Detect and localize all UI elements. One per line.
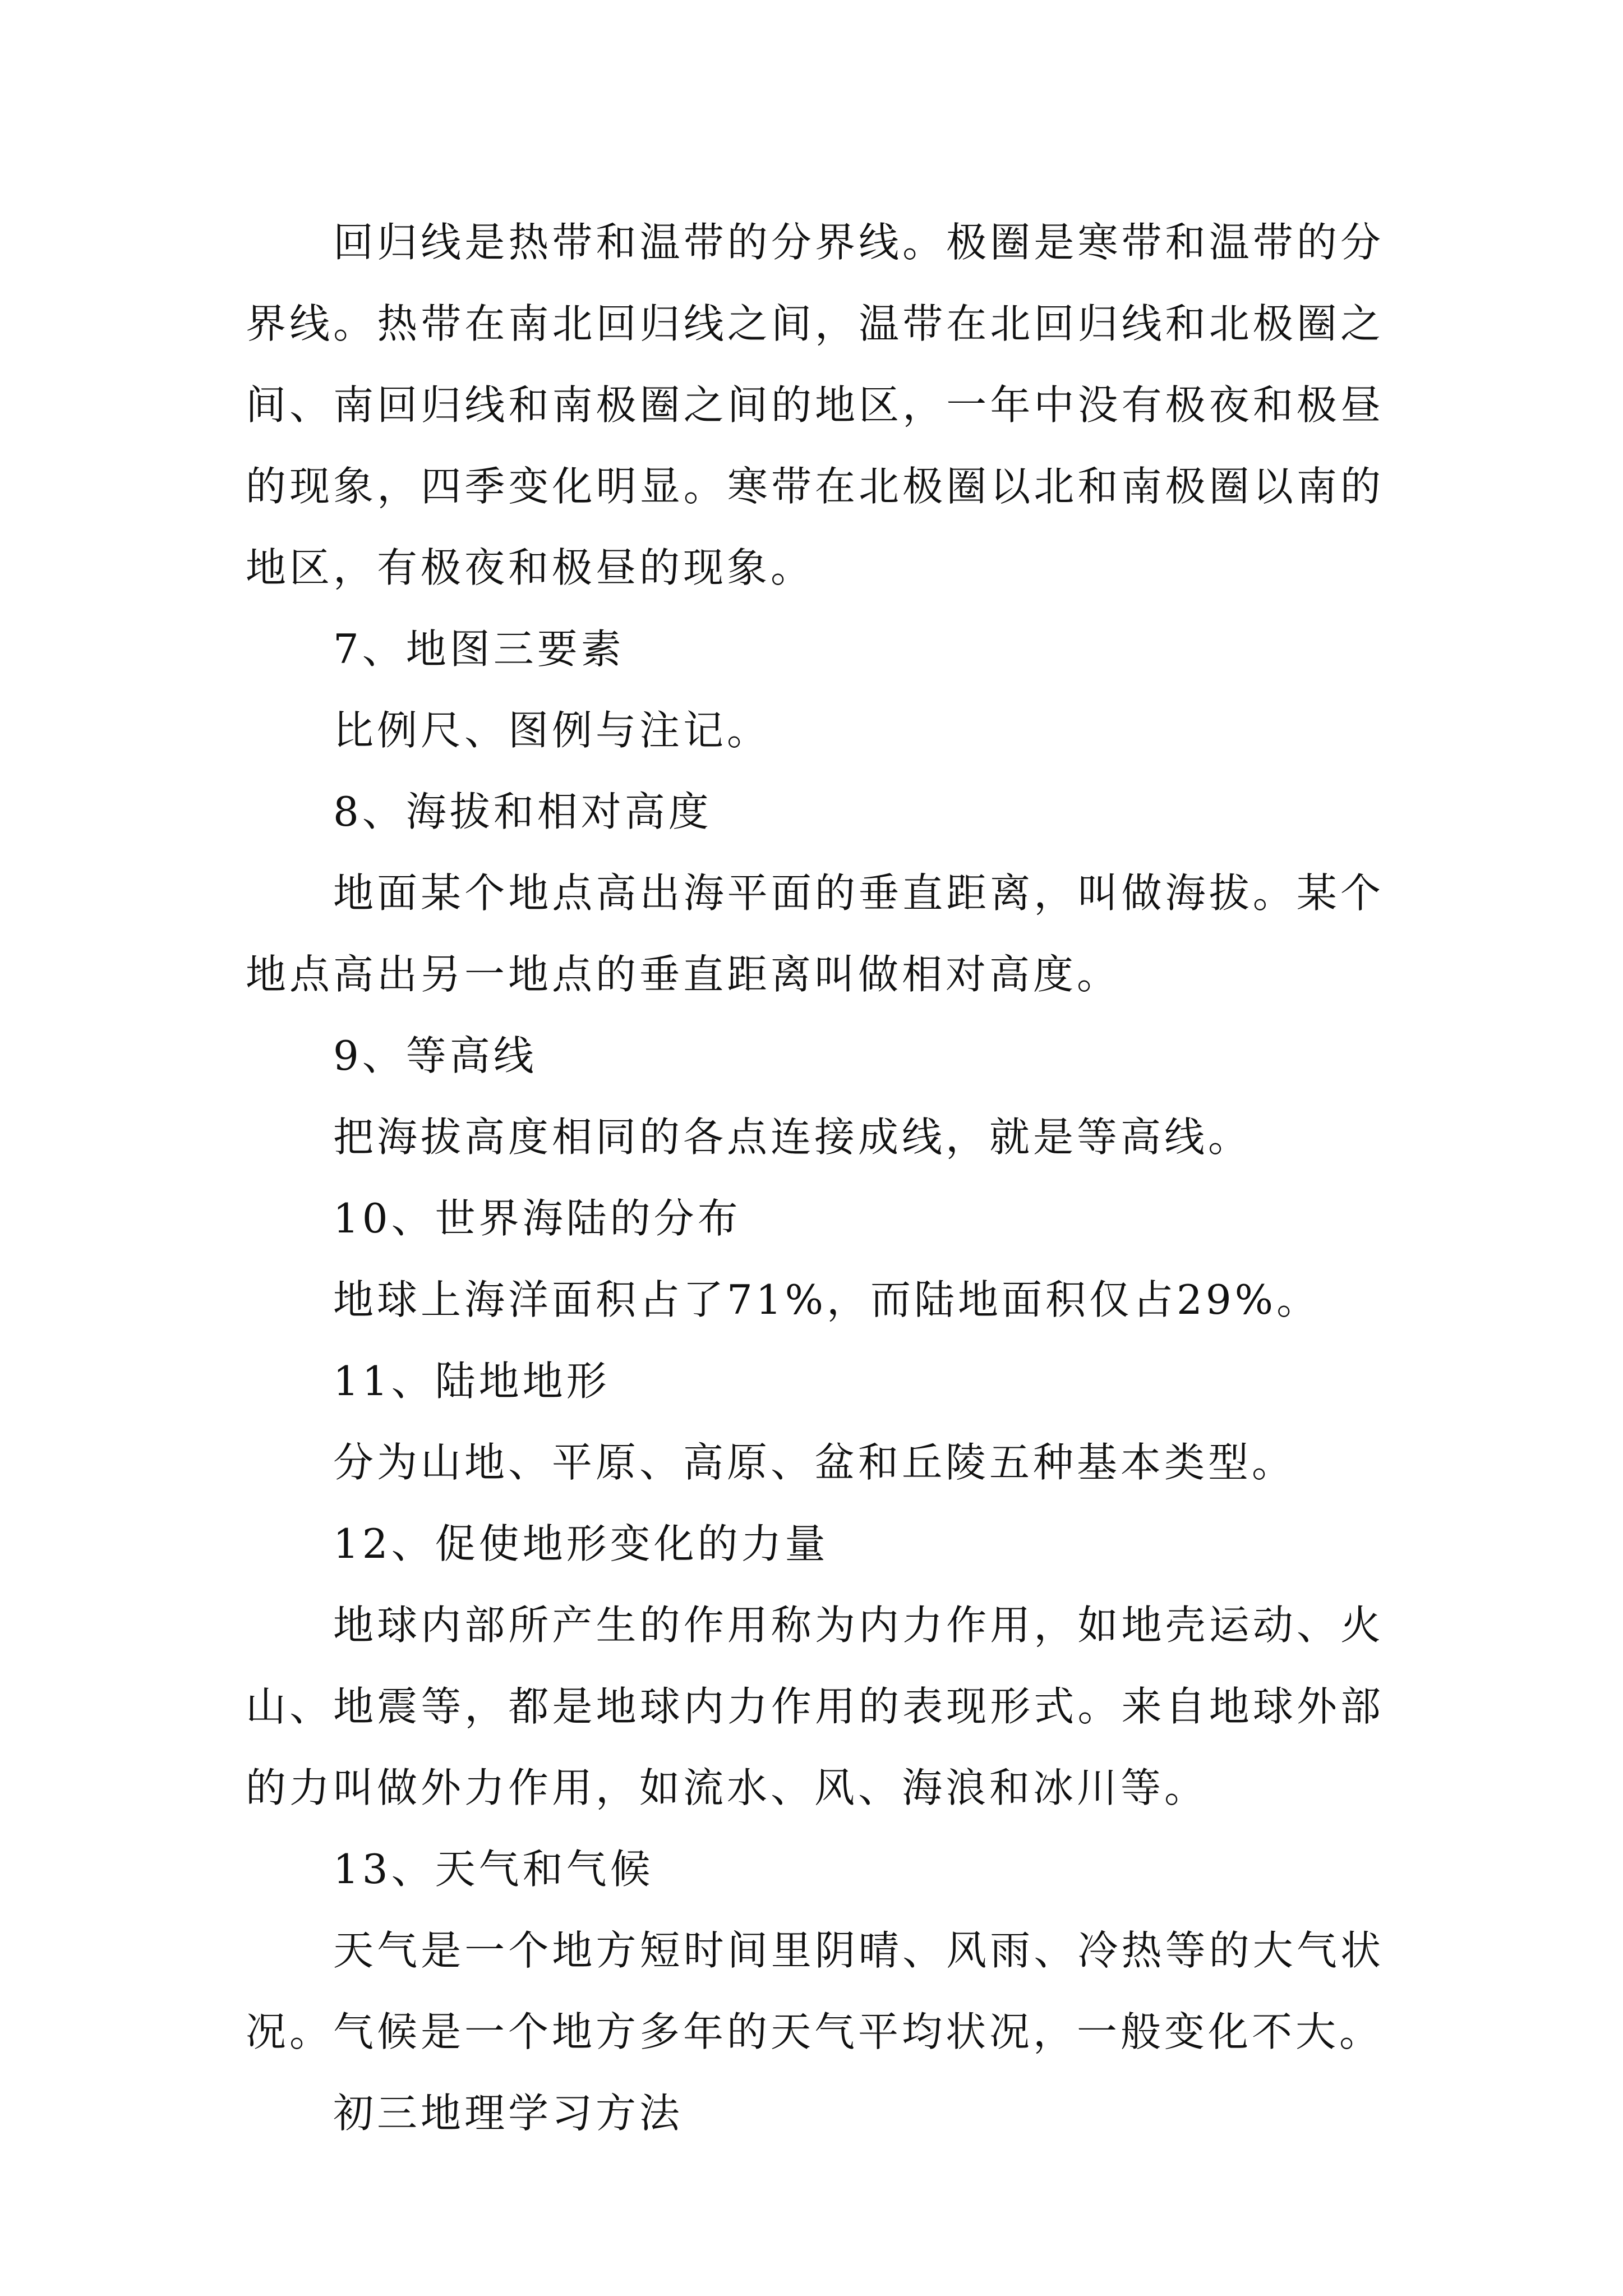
- paragraph-terrain-forces: 地球内部所产生的作用称为内力作用，如地壳运动、火山、地震等，都是地球内力作用的表现形式。来自地球外部的力叫做外力作用，如流水、风、海浪和冰川等。: [246, 1602, 1384, 1811]
- paragraph-altitude: 地面某个地点高出海平面的垂直距离，叫做海拔。某个地点高出另一地点的垂直距离叫做相对高度。: [246, 869, 1384, 998]
- heading-study-methods: 初三地理学习方法: [333, 2090, 684, 2137]
- heading-terrain-forces: 12、促使地形变化的力量: [333, 1520, 829, 1567]
- heading-map-elements: 7、地图三要素: [333, 625, 625, 673]
- paragraph-landforms: 分为山地、平原、高原、盆和丘陵五种基本类型。: [333, 1439, 1296, 1486]
- heading-altitude: 8、海拔和相对高度: [333, 788, 712, 835]
- paragraph-land-sea: 地球上海洋面积占了71%，而陆地面积仅占29%。: [333, 1276, 1321, 1323]
- heading-weather-climate: 13、天气和气候: [333, 1846, 654, 1893]
- heading-land-sea: 10、世界海陆的分布: [333, 1195, 741, 1242]
- paragraph-contour: 把海拔高度相同的各点连接成线，就是等高线。: [333, 1114, 1252, 1161]
- heading-contour: 9、等高线: [333, 1032, 537, 1079]
- paragraph-map-elements: 比例尺、图例与注记。: [333, 707, 771, 754]
- paragraph-weather-climate: 天气是一个地方短时间里阴晴、风雨、冷热等的大气状况。气候是一个地方多年的天气平均状况，一般变化不大。: [246, 1927, 1384, 2055]
- heading-landforms: 11、陆地地形: [333, 1358, 610, 1405]
- paragraph-climate-zones: 回归线是热带和温带的分界线。极圈是寒带和温带的分界线。热带在南北回归线之间，温带在北回归线和北极圈之间、南回归线和南极圈之间的地区，一年中没有极夜和极昼的现象，四季变化明显。寒带在北极圈以北和南极圈以南的地区，有极夜和极昼的现象。: [246, 219, 1384, 591]
- document-body: [246, 202, 1384, 2154]
